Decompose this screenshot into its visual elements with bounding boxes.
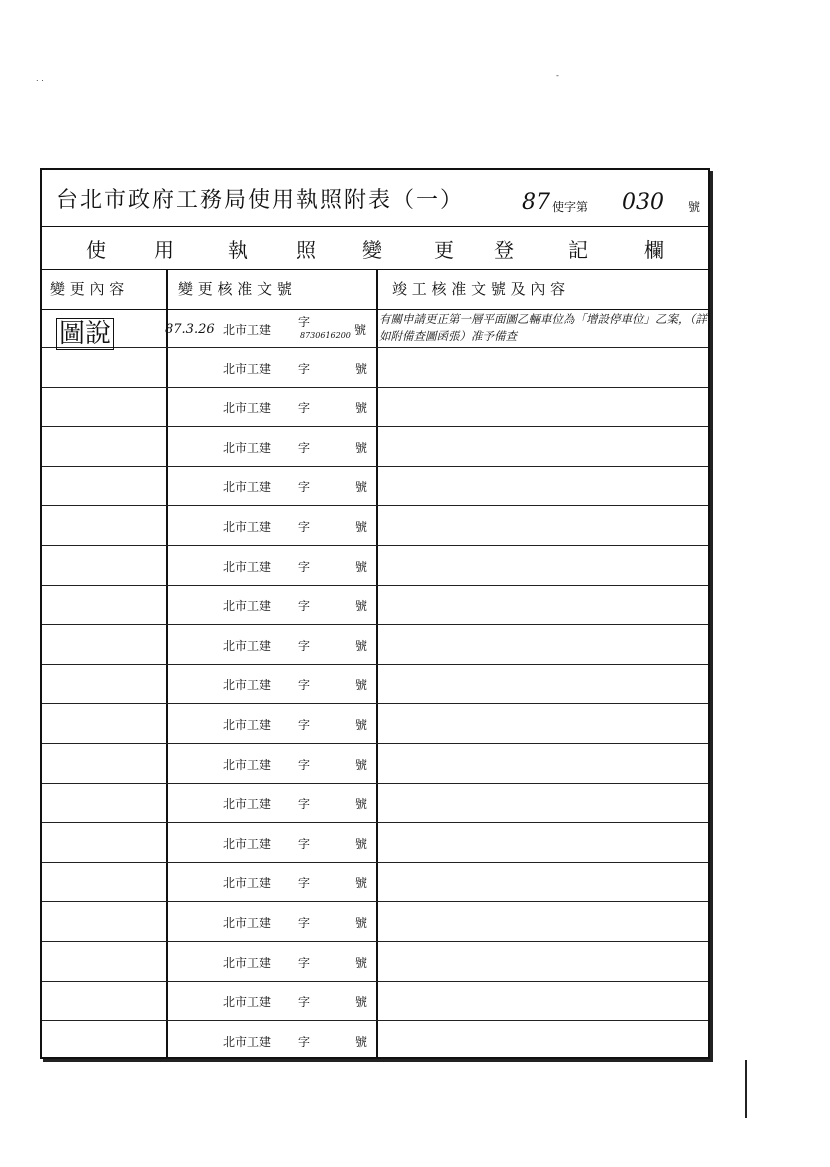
scan-mark: - bbox=[556, 71, 559, 80]
register-row bbox=[42, 1022, 708, 1061]
permit-appendix-form bbox=[40, 168, 710, 1059]
office-label: 北市工建 bbox=[223, 955, 272, 970]
office-label: 北市工建 bbox=[223, 440, 272, 455]
zi-label: 字 bbox=[298, 559, 311, 574]
register-row bbox=[42, 388, 708, 427]
zi-label: 字 bbox=[298, 955, 311, 970]
section-char: 使 bbox=[86, 238, 106, 262]
register-row bbox=[42, 428, 708, 467]
approval-date: 87.3.26 bbox=[165, 322, 215, 337]
change-content-value: 圖說 bbox=[56, 318, 114, 350]
hao-label: 號 bbox=[355, 401, 368, 416]
office-label: 北市工建 bbox=[223, 876, 272, 891]
scan-mark: . . bbox=[36, 74, 44, 83]
hao-label: 號 bbox=[355, 559, 368, 574]
scan-edge-line bbox=[745, 1060, 747, 1118]
hao-label: 號 bbox=[355, 678, 368, 693]
approval-doc-number: 8730616200 bbox=[300, 331, 351, 340]
header-change-content: 變 更 內 容 bbox=[50, 280, 125, 298]
office-label: 北市工建 bbox=[223, 1034, 272, 1049]
register-row bbox=[42, 863, 708, 902]
section-char: 登 bbox=[494, 238, 514, 262]
office-label: 北市工建 bbox=[223, 718, 272, 732]
completion-description: 有關申請更正第一層平面圖乙輛車位為「增設停車位」乙案，（詳如附備查圖函張）准予備查 bbox=[379, 312, 707, 343]
hao-label: 號 bbox=[355, 836, 368, 851]
office-label: 北市工建 bbox=[223, 520, 272, 534]
hao-label: 號 bbox=[355, 876, 368, 891]
zi-label: 字 bbox=[298, 757, 311, 772]
permit-number: 030 bbox=[622, 190, 664, 215]
hao-label: 號 bbox=[355, 718, 368, 732]
section-char: 用 bbox=[154, 238, 174, 262]
zi-label: 字 bbox=[298, 401, 311, 416]
zi-label: 字 bbox=[298, 995, 311, 1010]
permit-suffix: 號 bbox=[688, 200, 701, 214]
hao-label: 號 bbox=[355, 955, 368, 970]
section-heading bbox=[42, 226, 708, 270]
hao-label: 號 bbox=[355, 520, 368, 534]
section-char: 記 bbox=[568, 238, 588, 262]
office-label: 北市工建 bbox=[223, 995, 272, 1010]
register-row bbox=[42, 824, 708, 863]
header-approval-number: 變 更 核 准 文 號 bbox=[178, 280, 292, 298]
office-label: 北市工建 bbox=[223, 638, 272, 653]
register-row bbox=[42, 626, 708, 665]
hao-label: 號 bbox=[355, 797, 368, 812]
office-label: 北市工建 bbox=[223, 401, 272, 416]
register-row bbox=[42, 507, 708, 546]
zi-label: 字 bbox=[298, 361, 311, 376]
office-label: 北市工建 bbox=[223, 916, 272, 930]
office-label: 北市工建 bbox=[223, 323, 272, 337]
hao-label: 號 bbox=[354, 323, 367, 337]
zi-label: 字 bbox=[298, 836, 311, 851]
zi-label: 字 bbox=[298, 599, 311, 614]
section-char: 照 bbox=[296, 238, 316, 262]
register-row bbox=[42, 784, 708, 823]
zi-label: 字 bbox=[298, 718, 311, 732]
office-label: 北市工建 bbox=[223, 361, 272, 376]
hao-label: 號 bbox=[355, 440, 368, 455]
zi-label: 字 bbox=[298, 678, 311, 693]
office-label: 北市工建 bbox=[223, 797, 272, 812]
zi-label: 字 bbox=[298, 876, 311, 891]
register-row bbox=[42, 903, 708, 942]
hao-label: 號 bbox=[355, 757, 368, 772]
section-char: 欄 bbox=[644, 238, 664, 262]
header-completion: 竣 工 核 准 文 號 及 內 容 bbox=[392, 280, 566, 298]
office-label: 北市工建 bbox=[223, 559, 272, 574]
hao-label: 號 bbox=[355, 1034, 368, 1049]
hao-label: 號 bbox=[355, 361, 368, 376]
change-content-cell bbox=[56, 313, 114, 350]
zi-label: 字 bbox=[298, 315, 311, 329]
office-label: 北市工建 bbox=[223, 599, 272, 614]
hao-label: 號 bbox=[355, 480, 368, 495]
zi-label: 字 bbox=[298, 440, 311, 455]
hao-label: 號 bbox=[355, 638, 368, 653]
zi-label: 字 bbox=[298, 638, 311, 653]
zi-label: 字 bbox=[298, 520, 311, 534]
register-row bbox=[42, 467, 708, 506]
section-char: 變 bbox=[362, 238, 382, 262]
office-label: 北市工建 bbox=[223, 480, 272, 495]
register-row bbox=[42, 665, 708, 704]
section-char: 更 bbox=[434, 238, 454, 262]
office-label: 北市工建 bbox=[223, 678, 272, 693]
hao-label: 號 bbox=[355, 599, 368, 614]
office-label: 北市工建 bbox=[223, 757, 272, 772]
zi-label: 字 bbox=[298, 1034, 311, 1049]
title-row bbox=[42, 170, 708, 227]
register-row bbox=[42, 745, 708, 784]
zi-label: 字 bbox=[298, 916, 311, 930]
register-row bbox=[42, 547, 708, 586]
register-row bbox=[42, 705, 708, 744]
zi-label: 字 bbox=[298, 480, 311, 495]
register-row bbox=[42, 982, 708, 1021]
permit-type-label: 使字第 bbox=[552, 200, 589, 214]
register-row bbox=[42, 309, 708, 348]
column-header-row bbox=[42, 269, 708, 310]
register-row bbox=[42, 349, 708, 388]
permit-year: 87 bbox=[522, 190, 550, 215]
register-row bbox=[42, 586, 708, 625]
register-row bbox=[42, 943, 708, 982]
zi-label: 字 bbox=[298, 797, 311, 812]
hao-label: 號 bbox=[355, 995, 368, 1010]
hao-label: 號 bbox=[355, 916, 368, 930]
document-title: 台北市政府工務局使用執照附表（一） bbox=[56, 188, 465, 213]
office-label: 北市工建 bbox=[223, 836, 272, 851]
section-char: 執 bbox=[228, 238, 248, 262]
